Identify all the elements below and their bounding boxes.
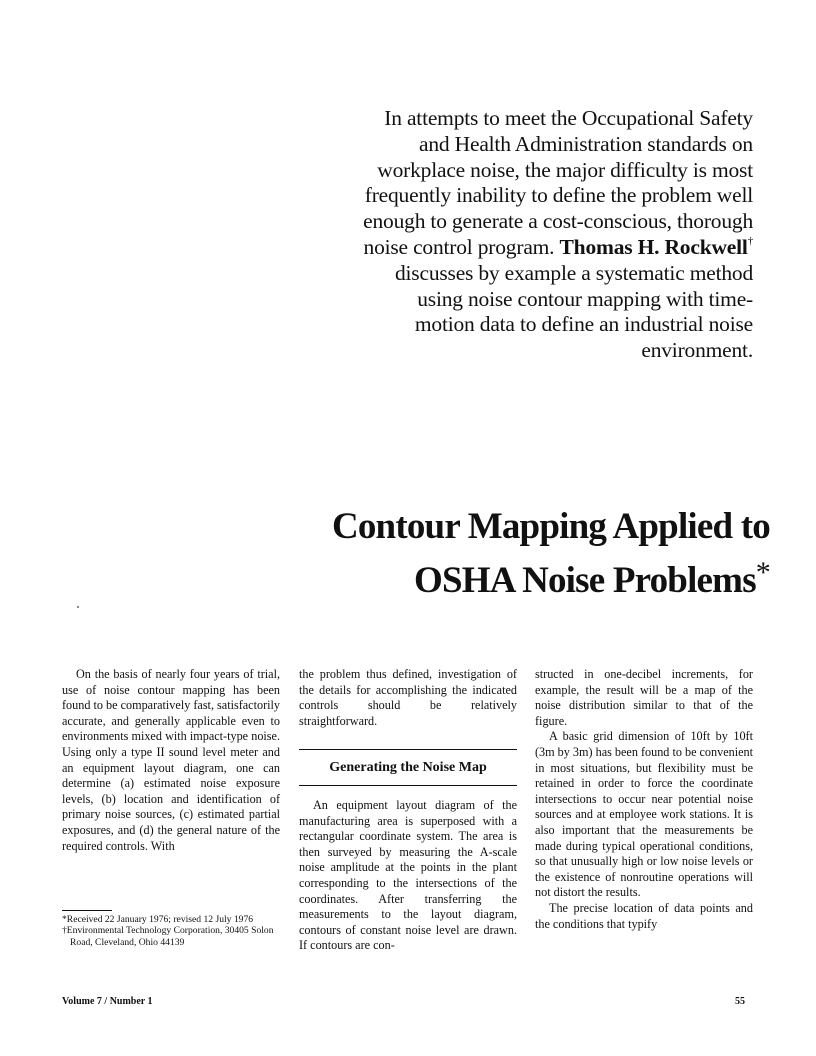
section-heading (299, 749, 517, 786)
column-3 (535, 667, 753, 932)
author-name-last: Rockwell (664, 234, 748, 259)
paragraph-data-points: The precise location of data points and the conditions that typify (535, 900, 753, 931)
section-heading-label: Generating the Noise Map (329, 760, 487, 775)
paragraph-intro: On the basis of nearly four years of trial, use of noise contour mapping has been found to be comparatively fast, satisfactorily accurate, and generally applicable even to environments mixed with impact-type noise. Using only a type II sound level meter and an equipment layout diagram, one can determine (a) estimated noise exposure levels, (b) location and identification of primary noise sources, (c) estimated partial exposures, and (d) the general nature of the required controls. With (62, 667, 280, 853)
article-title-line-2: OSHA Noise Problems (414, 560, 756, 601)
footnote-rule (62, 910, 112, 911)
author-name-first: Thomas H. (559, 234, 660, 259)
column-1 (62, 667, 280, 854)
article-title-line-1: Contour Mapping Applied to (331, 506, 770, 547)
author-footnote-mark: † (747, 234, 753, 247)
footnote-received: *Received 22 January 1976; revised 12 July 1976 (62, 914, 254, 925)
paragraph-continuation: the problem thus defined, investigation of the details for accomplishing the indicated controls should be relatively straightforward. (299, 667, 517, 728)
footnote-affiliation: †Environmental Technology Corporation, 30405 Solon Road, Cleveland, Ohio 44139 (62, 925, 274, 948)
article-title (210, 504, 770, 604)
abstract-text-after: discusses by example a systematic method using noise contour mapping with time-motion data to define an industrial noise environment. (394, 260, 753, 363)
column-2-bottom (299, 798, 517, 954)
scan-speck (77, 606, 79, 608)
column-2-top (299, 667, 517, 729)
heading-rule-bottom (299, 785, 517, 786)
abstract-text-before: In attempts to meet the Occupational Safety and Health Administration standards on workplace noise, the major difficulty is most frequently inability to define the problem well enough to generate a cost-conscious, thorough noise control program. (363, 106, 753, 259)
footnotes (62, 910, 292, 948)
abstract-blurb (360, 106, 753, 364)
heading-rule-top (299, 749, 517, 750)
paragraph-grid-dimension: A basic grid dimension of 10ft by 10ft (3m by 3m) has been found to be convenient in most situations, but flexibility must be retained in order to force the coordinate intersections to occur near potential noise sources and at employee work stations. It is also important that the measurements be made during typical operational conditions, so that unusually high or low noise levels or the existence of nonroutine operations will not distort the results. (535, 729, 753, 900)
paragraph-contours: structed in one-decibel increments, for example, the result will be a map of the noise distribution similar to that of the figure. (535, 667, 753, 728)
title-footnote-mark: * (755, 556, 770, 589)
page-number: 55 (735, 996, 745, 1007)
paragraph-layout-diagram: An equipment layout diagram of the manufacturing area is superposed with a rectangular coordinate system. The area is then surveyed by measuring the A-scale noise amplitude at the points in the plant corresponding to the intersections of the coordinates. After transferring the measurements to the layout diagram, contours of constant noise level are drawn. If contours are con- (299, 798, 517, 953)
footer-volume: Volume 7 / Number 1 (62, 996, 153, 1007)
